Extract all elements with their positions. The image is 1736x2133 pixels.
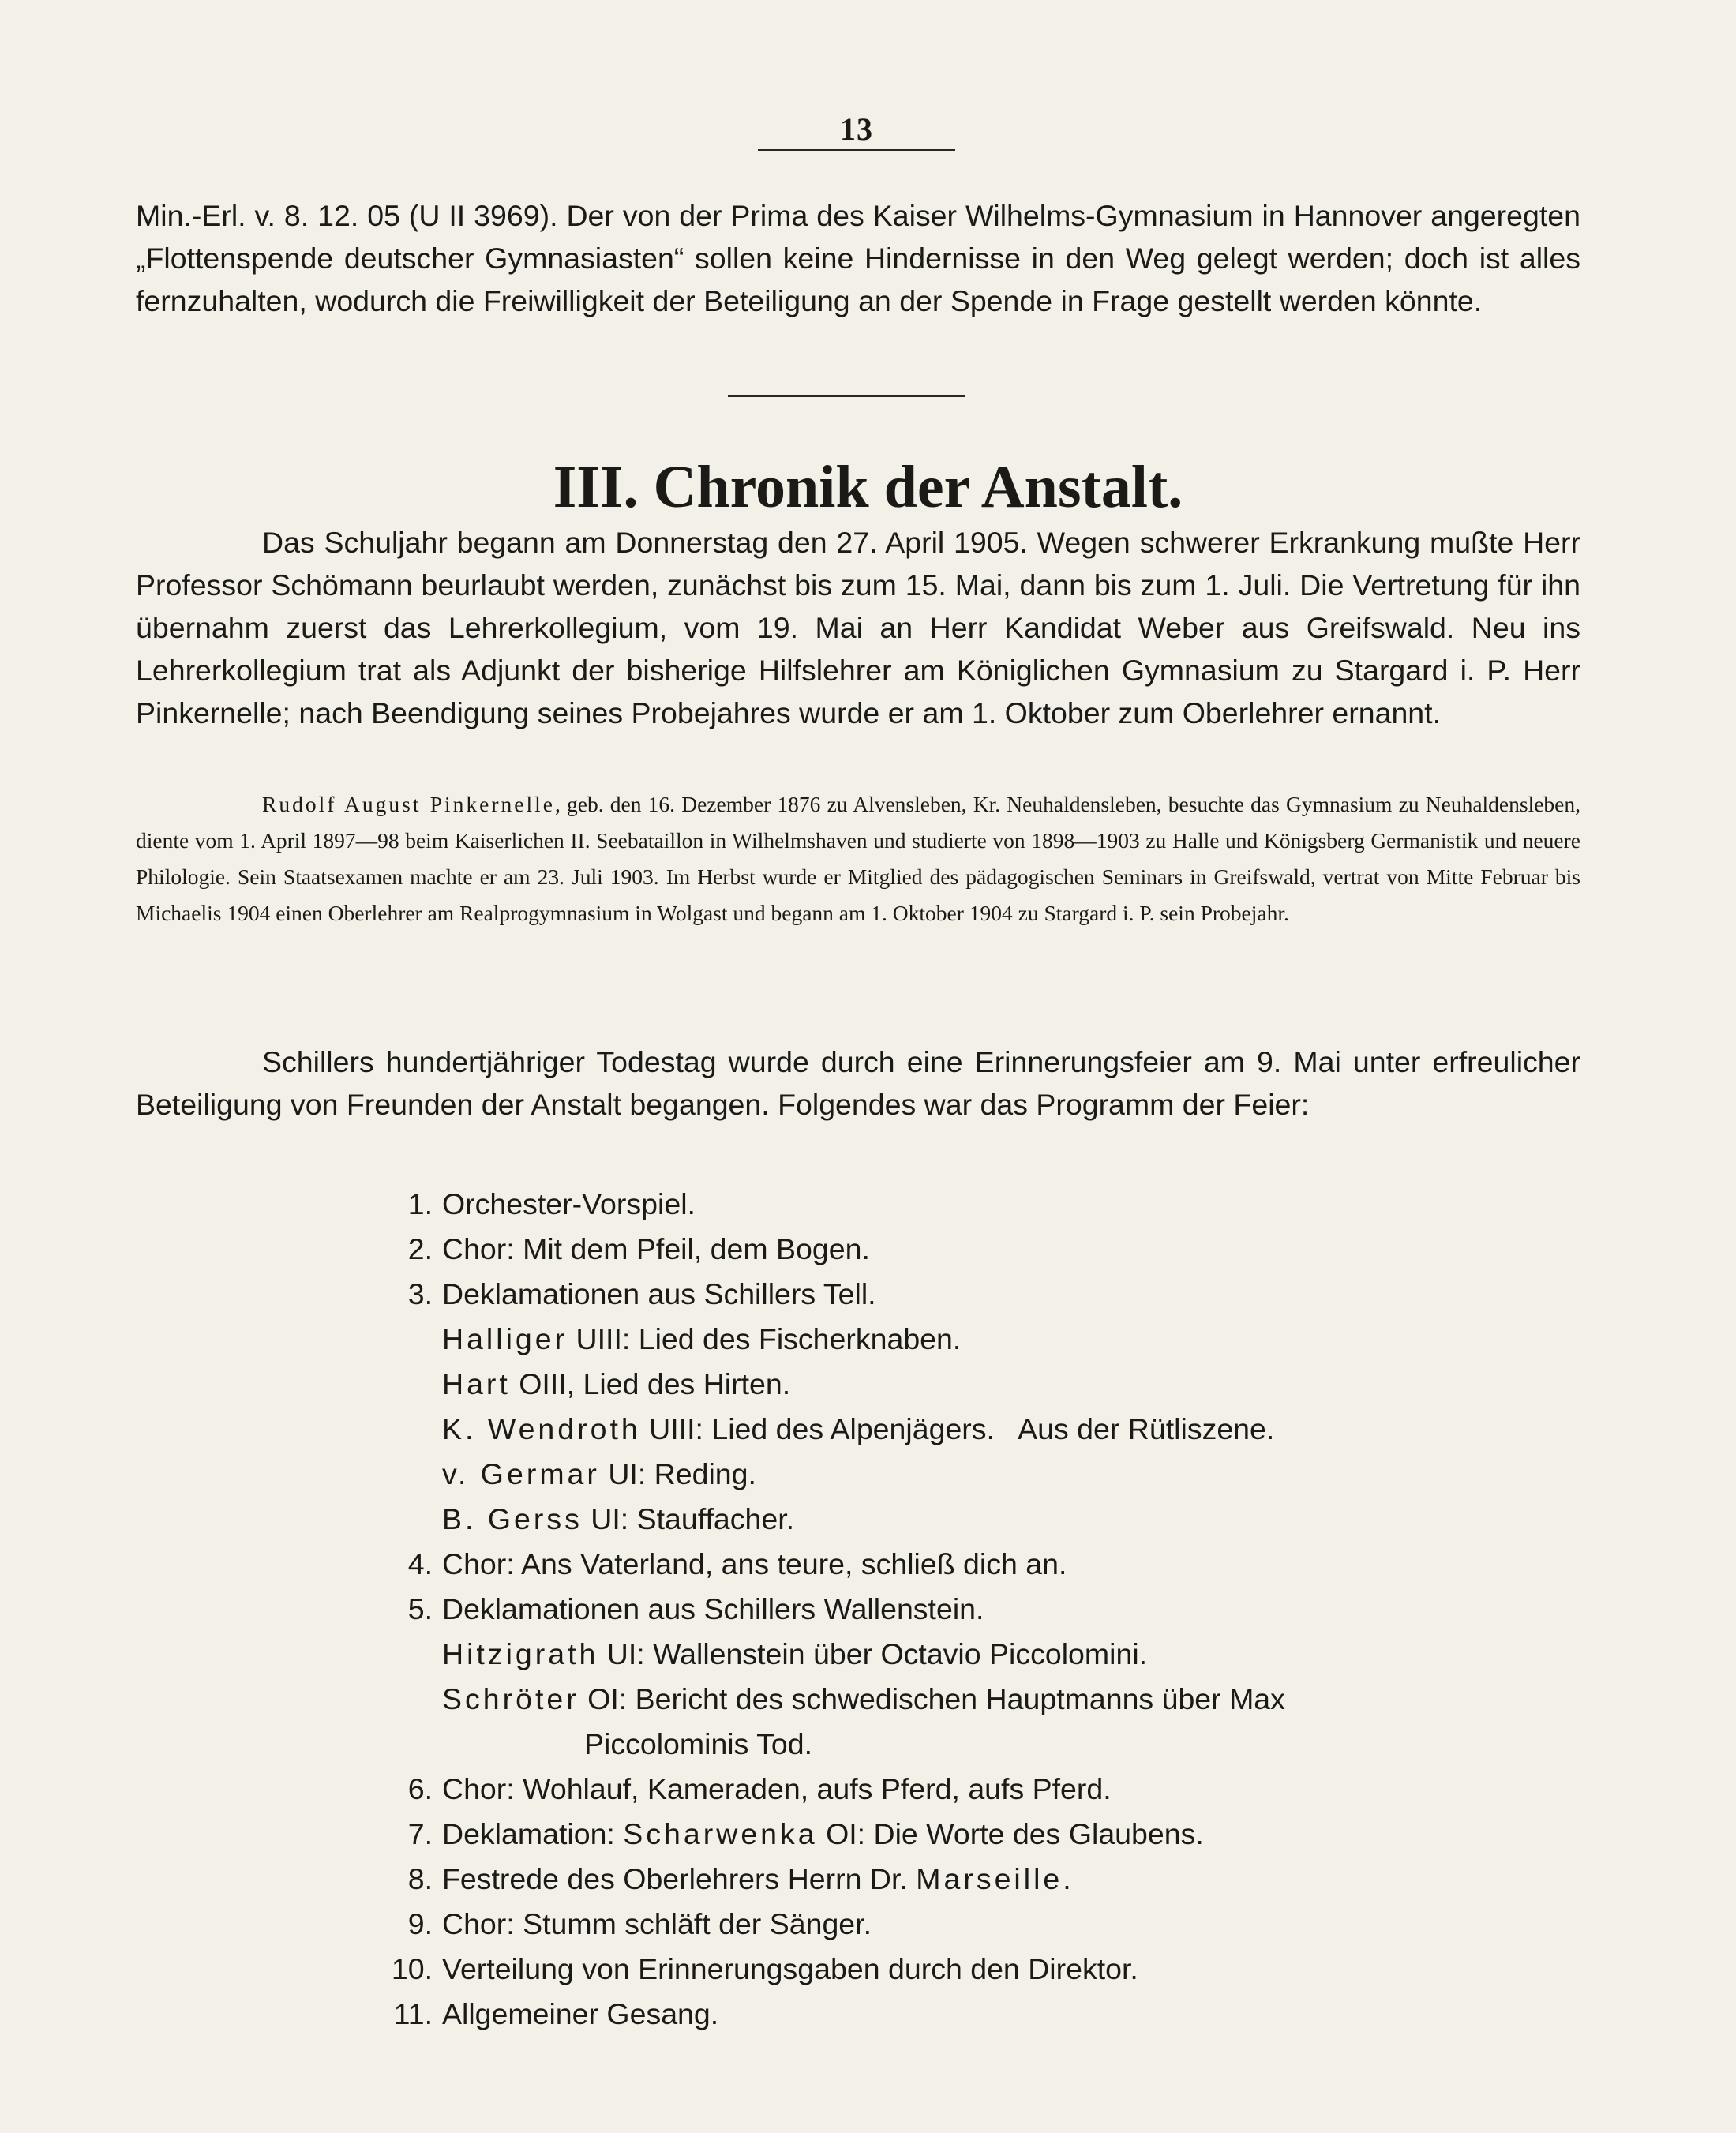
subitem-text: OIII, Lied des Hirten. [510,1367,791,1400]
item-text: Deklamationen aus Schillers Wallenstein. [442,1592,984,1625]
item-text: Chor: Ans Vaterland, ans teure, schließ dich an. [442,1547,1067,1580]
performer-name: Halliger [442,1322,568,1355]
subitem-text: UI: Reding. [599,1457,756,1490]
programme-item [371,1902,1634,1947]
performer-name: B. Gerss [442,1502,583,1535]
programme-item [371,1947,1634,1992]
biography-text: , geb. den 16. Dezember 1876 zu Alvensleben, Kr. Neuhaldensleben, besuchte das Gymnasium zu Neuhaldensleben, diente vom 1. April 1897—98 beim Kaiserlichen II. Seebataillon in Wilhelmshaven und studierte von 1898—1903 zu Halle und Königsberg Germanistik und neuere Philologie. Sein Staatsexamen machte er am 23. Juli 1903. Im Herbst wurde er Mitglied des pädagogischen Seminars in Greifswald, vertrat von Mitte Februar bis Michaelis 1904 einen Oberlehrer am Realprogymnasium in Wolgast und begann am 1. Oktober 1904 zu Stargard i. P. sein Probejahr. [136,792,1580,925]
item-text: Chor: Stumm schläft der Sänger. [442,1907,872,1940]
subitem-text: UIII: Lied des Fischerknaben. [568,1322,962,1355]
page-number: 13 [840,111,873,147]
item-number: 2. [407,1232,433,1265]
performer-name: v. Germar [442,1457,600,1490]
item-text: Chor: Mit dem Pfeil, dem Bogen. [442,1232,870,1265]
programme-list [371,1182,1634,2037]
item-text [442,1857,1634,1902]
programme-subitem [371,1407,1634,1452]
performer-name: Hart [442,1367,511,1400]
biography-name: Rudolf August Pinkernelle [262,792,555,816]
subitem-text: OI: Bericht des schwedischen Hauptmanns über Max [579,1682,1285,1715]
programme-subitem [371,1317,1634,1362]
item-number: 6. [407,1772,433,1805]
programme-item [371,1272,1634,1317]
programme-subitem [371,1677,1634,1722]
item-text: Deklamationen aus Schillers Tell. [442,1277,876,1310]
page-number-block [758,111,955,151]
programme-item [371,1542,1634,1587]
item-number: 9. [407,1907,433,1940]
item-text: Orchester-Vorspiel. [442,1187,696,1220]
subitem-text: UIII: Lied des Alpenjägers. Aus der Rütliszene. [640,1412,1275,1445]
programme-item [371,1992,1634,2037]
subitem-text: UI: Stauffacher. [582,1502,795,1535]
programme-subitem [371,1452,1634,1497]
programme-item [371,1182,1634,1227]
section-divider [728,395,965,397]
page-number-underline [758,149,955,151]
item-text [442,1812,1634,1857]
item-number: 7. [407,1817,433,1850]
item-text: Chor: Wohlauf, Kameraden, aufs Pferd, aufs Pferd. [442,1772,1112,1805]
performer-name: Hitzigrath [442,1637,599,1670]
programme-item [371,1812,1634,1857]
programme-subitem [371,1362,1634,1407]
item-number: 11. [393,1997,433,2030]
item-text: Allgemeiner Gesang. [442,1997,719,2030]
item-prefix: Festrede des Oberlehrers Herrn Dr. [442,1862,917,1895]
subitem-text: UI: Wallenstein über Octavio Piccolomini. [598,1637,1148,1670]
item-number: 4. [407,1547,433,1580]
item-suffix: . [1063,1862,1071,1895]
item-number: 8. [407,1862,433,1895]
section-heading: III. Chronik der Anstalt. [553,454,1183,520]
programme-item [371,1857,1634,1902]
paragraph-schillerfeier: Schillers hundertjähriger Todestag wurde durch eine Erinnerungsfeier am 9. Mai unter erfreulicher Beteiligung von Freunden der Anstalt begangen. Folgendes war das Programm der Feier: [136,1045,1580,1121]
programme-item [371,1587,1634,1632]
item-text: Verteilung von Erinnerungsgaben durch den Direktor. [442,1952,1138,1985]
paragraph-flottenspende: Min.-Erl. v. 8. 12. 05 (U II 3969). Der von der Prima des Kaiser Wilhelms-Gymnasium in Hannover angeregten „Flottenspende deutscher Gymnasiasten“ sollen keine Hindernisse in den Weg gelegt werden; doch ist alles fernzuhalten, wodurch die Freiwilligkeit der Beteiligung an der Spende in Frage gestellt werden könnte. [136,199,1580,317]
programme-item [371,1767,1634,1812]
item-number: 1. [407,1187,433,1220]
item-suffix: OI: Die Worte des Glaubens. [817,1817,1204,1850]
performer-name: K. Wendroth [442,1412,641,1445]
item-prefix: Deklamation: [442,1817,624,1850]
subitem-continuation: Piccolominis Tod. [584,1727,813,1760]
performer-name: Scharwenka [623,1817,818,1850]
programme-subitem [371,1632,1634,1677]
item-number: 10. [391,1952,433,1985]
item-number: 3. [407,1277,433,1310]
performer-name: Schröter [442,1682,579,1715]
programme-subitem [371,1497,1634,1542]
performer-name: Marseille [916,1862,1063,1895]
programme-item [371,1227,1634,1272]
biography-note [136,786,1580,932]
item-number: 5. [407,1592,433,1625]
paragraph-schuljahr: Das Schuljahr begann am Donnerstag den 27. April 1905. Wegen schwerer Erkrankung mußte Herr Professor Schömann beurlaubt werden, zunächst bis zum 15. Mai, dann bis zum 1. Juli. Die Vertretung für ihn übernahm zuerst das Lehrerkollegium, vom 19. Mai an Herr Kandidat Weber aus Greifswald. Neu ins Lehrerkollegium trat als Adjunkt der bisherige Hilfslehrer am Königlichen Gymnasium zu Stargard i. P. Herr Pinkernelle; nach Beendigung seines Probejahres wurde er am 1. Oktober zum Oberlehrer ernannt. [136,526,1580,729]
